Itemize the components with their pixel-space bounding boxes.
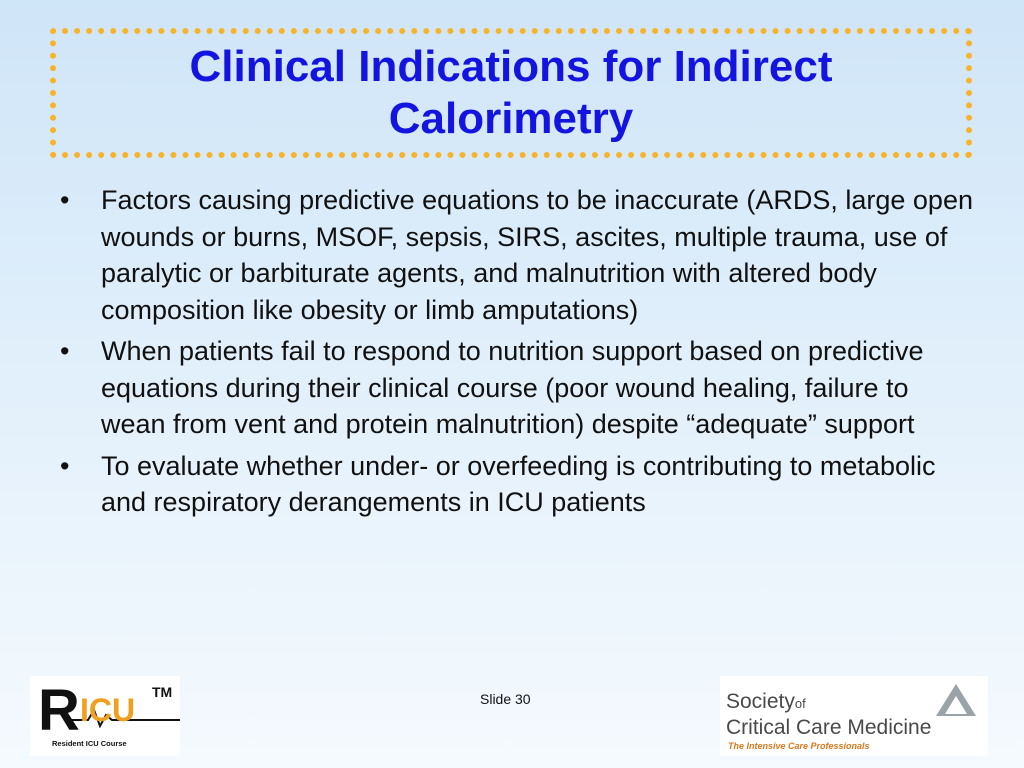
bullet-mark: • bbox=[60, 336, 70, 366]
bullet-mark: • bbox=[60, 185, 70, 215]
bullet-text: To evaluate whether under- or overfeeding is contributing to metabolic and respiratory derangements in ICU patients bbox=[101, 450, 936, 517]
ricu-logo bbox=[30, 676, 180, 756]
bullet-list bbox=[58, 182, 978, 526]
bullet-text: Factors causing predictive equations to be inaccurate (ARDS, large open wounds or burns, MSOF, sepsis, SIRS, ascites, multiple trauma, use of paralytic or barbiturate agents, and malnutrition with altered body composition like obesity or limb amputations) bbox=[101, 185, 973, 325]
sccm-triangle-icon bbox=[934, 682, 978, 718]
slide-title: Clinical Indications for Indirect Calorimetry bbox=[189, 42, 833, 143]
title-frame bbox=[50, 28, 972, 158]
bullet-item bbox=[58, 182, 978, 328]
sccm-logo-name: Critical Care Medicine bbox=[726, 716, 932, 739]
sccm-logo-tagline: The Intensive Care Professionals bbox=[728, 741, 870, 751]
sccm-logo-society bbox=[726, 690, 806, 714]
bullet-item bbox=[58, 448, 978, 521]
sccm-logo-society-word: Society bbox=[726, 690, 795, 713]
ricu-logo-icu: ICU bbox=[80, 692, 136, 728]
ricu-logo-tagline: Resident ICU Course bbox=[52, 739, 127, 748]
bullet-mark: • bbox=[60, 450, 70, 481]
bullet-text: When patients fail to respond to nutrition support based on predictive equations during their clinical course (poor wound healing, failure to wean from vent and protein malnutrition) despite “adequate” support bbox=[101, 336, 924, 439]
slide-number: Slide 30 bbox=[480, 691, 531, 707]
ricu-logo-r: R bbox=[38, 678, 80, 743]
sccm-logo-of: of bbox=[794, 696, 806, 711]
sccm-logo bbox=[720, 676, 988, 756]
trademark-mark: TM bbox=[152, 684, 173, 700]
bullet-item bbox=[58, 333, 978, 443]
